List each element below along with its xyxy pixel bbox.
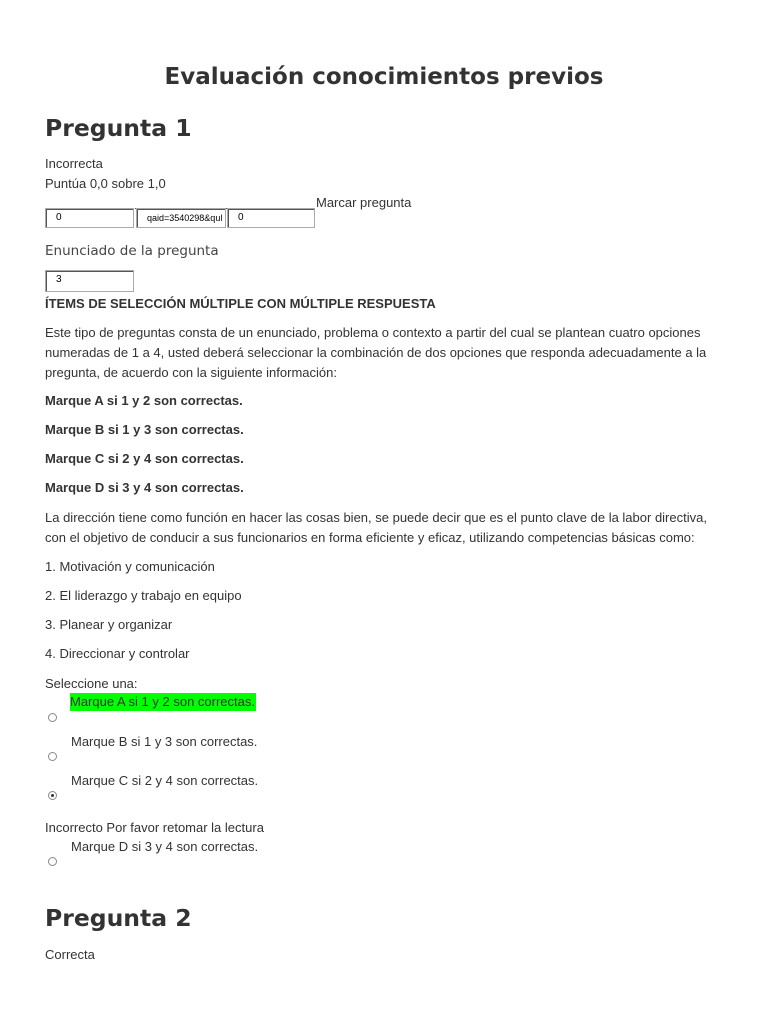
item-4: 4. Direccionar y controlar xyxy=(45,646,190,661)
option-a-radio[interactable] xyxy=(48,713,57,722)
page-title: Evaluación conocimientos previos xyxy=(164,64,604,90)
item-1: 1. Motivación y comunicación xyxy=(45,559,215,574)
rule-c: Marque C si 2 y 4 son correctas. xyxy=(45,451,244,466)
hidden-field-1[interactable]: 0 xyxy=(45,208,134,228)
hidden-field-3[interactable]: 0 xyxy=(227,208,315,228)
intro-line-2: numeradas de 1 a 4, usted deberá seleccionar la combinación de dos opciones que responda adecuadamente a la xyxy=(45,345,707,360)
hidden-field-4[interactable]: 3 xyxy=(45,270,134,292)
rule-a: Marque A si 1 y 2 son correctas. xyxy=(45,393,243,408)
question-1-heading: Pregunta 1 xyxy=(45,114,192,142)
option-b-label[interactable]: Marque B si 1 y 3 son correctas. xyxy=(71,734,258,749)
option-a-label[interactable]: Marque A si 1 y 2 son correctas. xyxy=(70,694,255,709)
option-d-radio[interactable] xyxy=(48,857,57,866)
question-1-status: Incorrecta xyxy=(45,156,103,171)
question-statement-label: Enunciado de la pregunta xyxy=(45,243,219,259)
item-3: 3. Planear y organizar xyxy=(45,617,173,632)
section-title: ÍTEMS DE SELECCIÓN MÚLTIPLE CON MÚLTIPLE RESPUESTA xyxy=(45,296,436,311)
context-line-2: con el objetivo de conducir a sus funcionarios en forma eficiente y eficaz, utilizando competencias básicas como: xyxy=(45,530,695,545)
question-2-heading: Pregunta 2 xyxy=(45,904,192,932)
option-c-radio[interactable] xyxy=(48,791,57,800)
intro-paragraph xyxy=(45,323,735,383)
feedback-text: Incorrecto Por favor retomar la lectura xyxy=(45,820,264,835)
context-line-1: La dirección tiene como función en hacer las cosas bien, se puede decir que es el punto clave de la labor directiva, xyxy=(45,510,707,525)
intro-line-3: pregunta, de acuerdo con la siguiente información: xyxy=(45,365,337,380)
intro-line-1: Este tipo de preguntas consta de un enunciado, problema o contexto a partir del cual se plantean cuatro opciones xyxy=(45,325,701,340)
flag-question-link[interactable]: Marcar pregunta xyxy=(316,195,412,210)
item-2: 2. El liderazgo y trabajo en equipo xyxy=(45,588,242,603)
rule-b: Marque B si 1 y 3 son correctas. xyxy=(45,422,244,437)
question-1-score: Puntúa 0,0 sobre 1,0 xyxy=(45,176,166,191)
option-d-label[interactable]: Marque D si 3 y 4 son correctas. xyxy=(71,839,259,854)
question-2-status: Correcta xyxy=(45,947,95,962)
hidden-field-2[interactable]: qaid=3540298&qul xyxy=(136,208,226,228)
select-prompt: Seleccione una: xyxy=(45,676,138,691)
context-paragraph xyxy=(45,508,735,548)
rule-d: Marque D si 3 y 4 son correctas. xyxy=(45,480,244,495)
option-c-label[interactable]: Marque C si 2 y 4 son correctas. xyxy=(71,773,259,788)
option-b-radio[interactable] xyxy=(48,752,57,761)
